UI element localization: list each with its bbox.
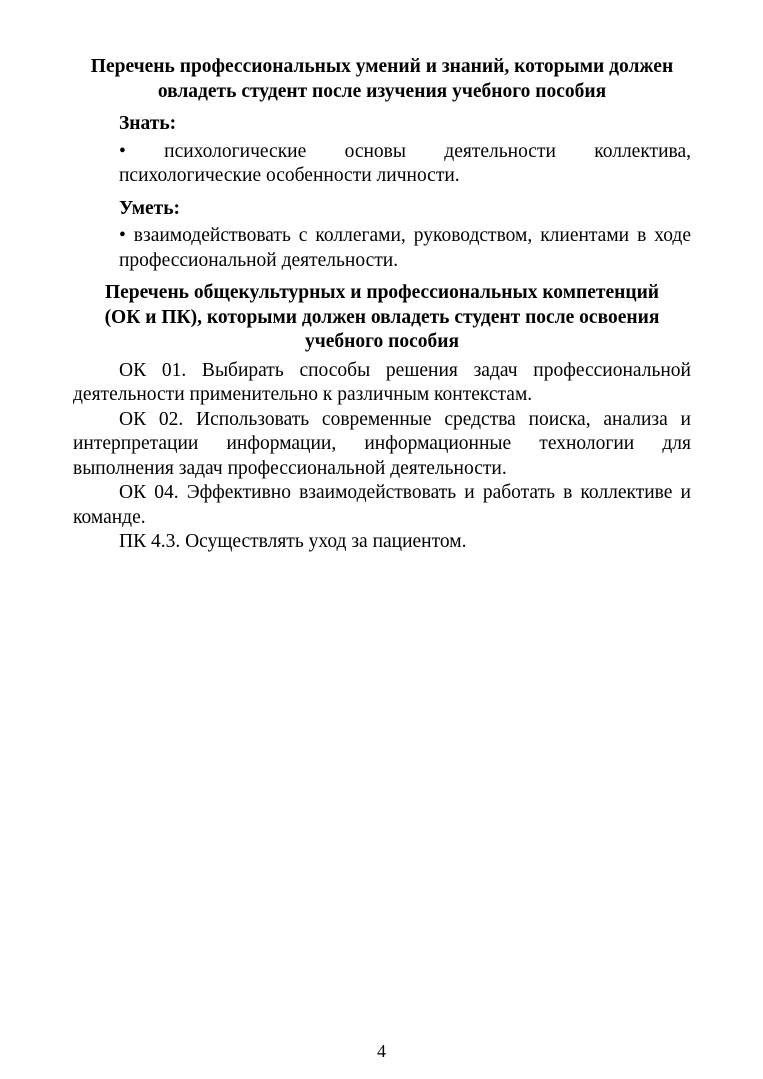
competency-item: ОК 04. Эффективно взаимодействовать и работать в коллективе и команде. (73, 482, 691, 528)
competencies-heading (73, 281, 691, 355)
heading-line: овладеть студент после изучения учебного пособия (157, 80, 607, 102)
competency-item: ОК 01. Выбирать способы решения задач профессиональной деятельности применительно к различным контекстам. (73, 359, 691, 405)
can-list-item: • взаимодействовать с коллегами, руководством, клиентами в ходе профессиональной деятельности. (119, 225, 691, 271)
know-label: Знать: (119, 113, 177, 134)
can-label: Уметь: (119, 197, 181, 219)
know-list-item: • психологические основы деятельности коллектива, психологические особенности личности. (119, 140, 691, 186)
competency-item: ПК 4.3. Осуществлять уход за пациентом. (119, 531, 467, 552)
skills-knowledge-heading (73, 55, 691, 104)
heading-line: (ОК и ПК), которыми должен овладеть студент после освоения (104, 306, 660, 328)
page-number: 4 (377, 1041, 386, 1061)
heading-line: учебного пособия (304, 331, 460, 352)
competency-item: ОК 02. Использовать современные средства поиска, анализа и интерпретации информации, информационные технологии для выполнения задач профессиональной деятельности. (73, 408, 691, 479)
document-page (73, 55, 691, 555)
heading-line: Перечень общекультурных и профессиональных компетенций (104, 282, 660, 303)
heading-line: Перечень профессиональных умений и знаний, которыми должен (90, 56, 674, 77)
